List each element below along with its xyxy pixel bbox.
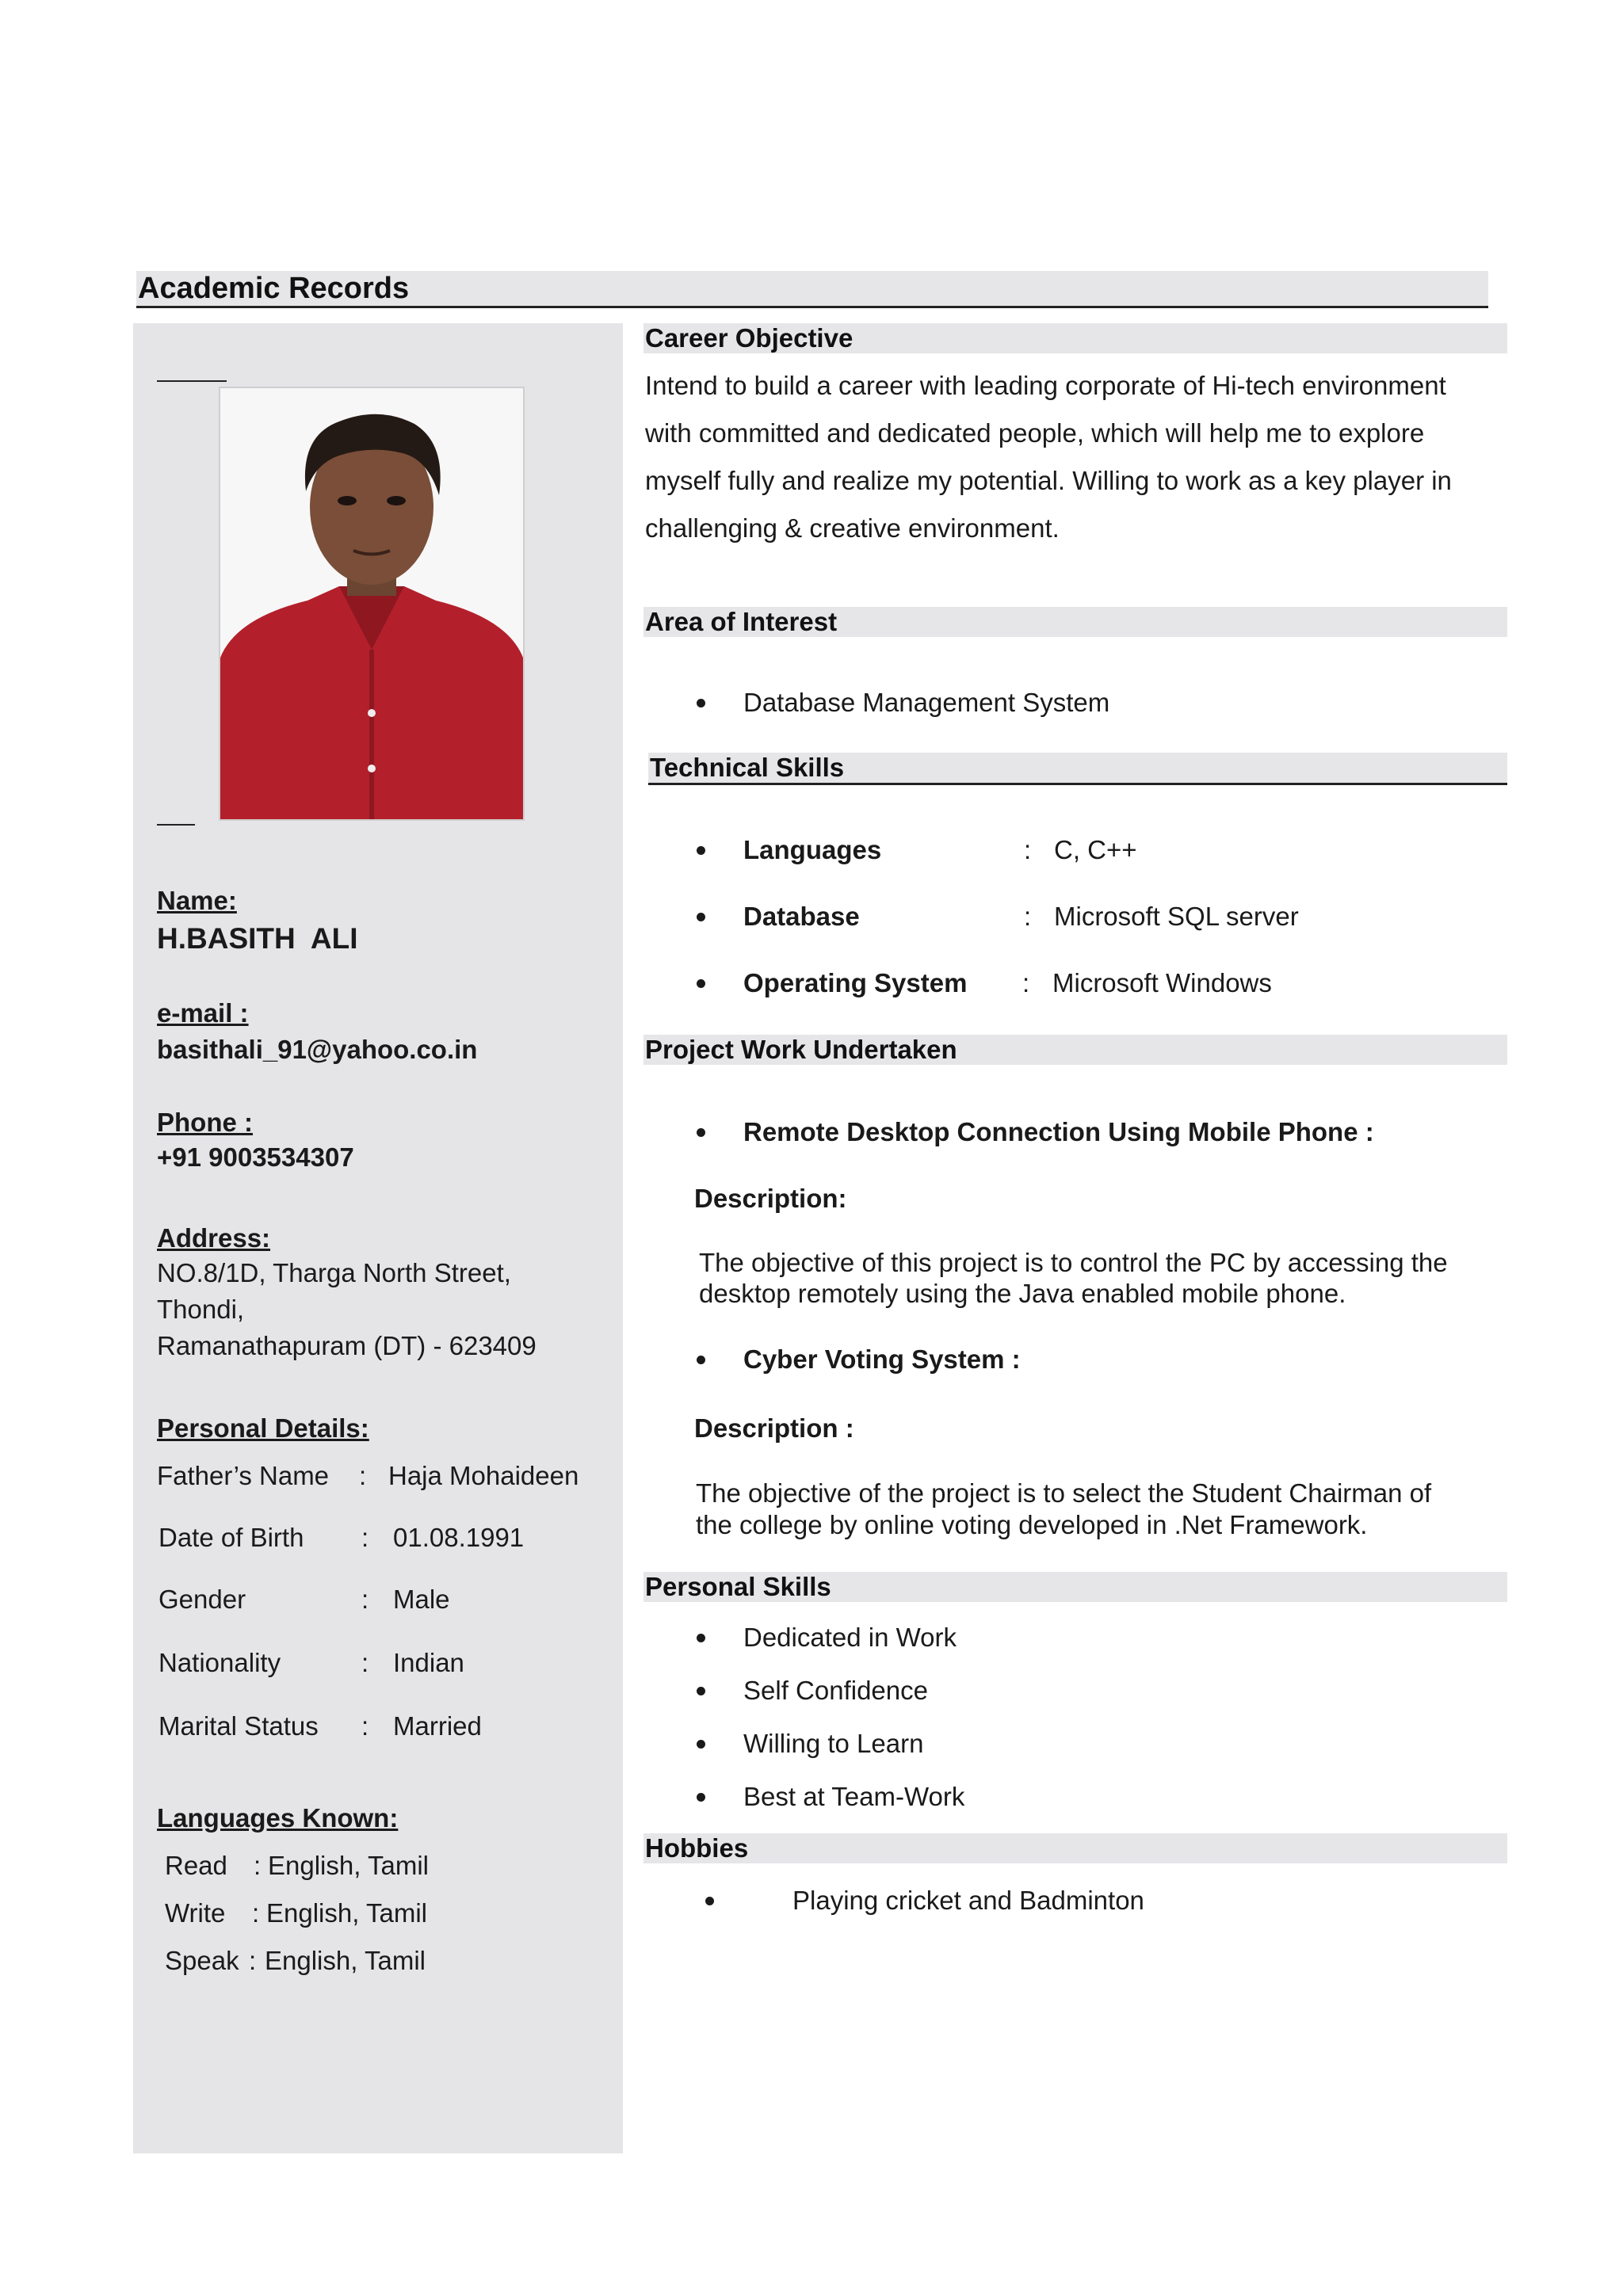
address-line: Thondi, xyxy=(157,1295,245,1324)
language-value: English, Tamil xyxy=(265,1946,426,1975)
personal-sep: : xyxy=(361,1585,369,1614)
project-description-line: the college by online voting developed in .Net Framework. xyxy=(696,1510,1368,1539)
career-line: challenging & creative environment. xyxy=(645,513,1060,543)
personal-skill-item: Self Confidence xyxy=(743,1676,928,1705)
skill-sep: : xyxy=(1024,835,1032,864)
hobby-item: Playing cricket and Badminton xyxy=(792,1886,1144,1915)
project-description-label: Description : xyxy=(694,1413,854,1443)
skill-key: Operating System xyxy=(743,968,968,997)
profile-photo-image xyxy=(220,388,523,819)
personal-row xyxy=(157,1711,601,1743)
project-description-line: The objective of the project is to select the Student Chairman of xyxy=(696,1478,1432,1508)
project-work-title: Project Work Undertaken xyxy=(645,1035,957,1064)
personal-skills-title: Personal Skills xyxy=(645,1572,831,1601)
personal-value: 01.08.1991 xyxy=(393,1523,525,1552)
career-line: with committed and dedicated people, which will help me to explore xyxy=(645,418,1425,448)
hobbies-heading xyxy=(643,1833,1507,1863)
career-objective-title: Career Objective xyxy=(645,323,854,353)
bullet-icon xyxy=(697,846,705,855)
bullet-icon xyxy=(697,1356,705,1364)
bullet-icon xyxy=(697,1128,705,1137)
language-key: Read xyxy=(165,1851,227,1880)
personal-row xyxy=(157,1585,601,1616)
personal-value: Indian xyxy=(393,1648,464,1677)
personal-sep: : xyxy=(361,1711,369,1741)
bullet-icon xyxy=(697,699,705,707)
career-line: Intend to build a career with leading corporate of Hi-tech environment xyxy=(645,371,1446,400)
technical-skills-title: Technical Skills xyxy=(650,753,845,782)
personal-details-label: Personal Details: xyxy=(157,1413,369,1443)
skill-sep: : xyxy=(1022,968,1030,997)
personal-value: Haja Mohaideen xyxy=(388,1461,579,1490)
project-description-line: The objective of this project is to control the PC by accessing the xyxy=(699,1248,1448,1277)
language-value: English, Tamil xyxy=(268,1851,429,1880)
skill-value: C, C++ xyxy=(1054,835,1137,864)
skill-key: Database xyxy=(743,902,860,931)
bullet-icon xyxy=(697,1740,705,1749)
bullet-icon xyxy=(697,1634,705,1642)
technical-skills-heading xyxy=(648,753,1507,785)
career-line: myself fully and realize my potential. Willing to work as a key player in xyxy=(645,466,1452,495)
personal-key: Date of Birth xyxy=(158,1523,304,1552)
area-of-interest-heading xyxy=(643,607,1507,637)
languages-known-label: Languages Known: xyxy=(157,1803,399,1833)
language-row xyxy=(165,1851,593,1882)
personal-skills-heading xyxy=(643,1572,1507,1602)
phone-label: Phone : xyxy=(157,1108,253,1137)
project-description-line: desktop remotely using the Java enabled mobile phone. xyxy=(699,1279,1346,1308)
bullet-icon xyxy=(697,1793,705,1802)
personal-key: Gender xyxy=(158,1585,246,1614)
address-line: Ramanathapuram (DT) - 623409 xyxy=(157,1331,537,1360)
personal-key: Marital Status xyxy=(158,1711,319,1741)
interest-item: Database Management System xyxy=(743,688,1110,717)
name-label: Name: xyxy=(157,886,237,915)
personal-sep: : xyxy=(361,1523,369,1552)
skill-key: Languages xyxy=(743,835,882,864)
photo-top-rule xyxy=(157,380,227,382)
academic-records-heading xyxy=(136,271,1488,308)
language-sep: : xyxy=(252,1898,260,1928)
personal-sep: : xyxy=(361,1648,369,1677)
personal-row xyxy=(157,1648,601,1680)
language-key: Speak xyxy=(165,1946,239,1975)
personal-key: Nationality xyxy=(158,1648,281,1677)
email-label: e-mail : xyxy=(157,998,249,1028)
personal-row xyxy=(157,1523,601,1554)
bullet-icon xyxy=(705,1897,714,1905)
career-objective-heading xyxy=(643,323,1507,353)
language-row xyxy=(165,1898,593,1930)
project-name: Remote Desktop Connection Using Mobile Phone : xyxy=(743,1117,1374,1146)
skill-value: Microsoft Windows xyxy=(1052,968,1272,997)
phone-value: +91 9003534307 xyxy=(157,1142,354,1172)
personal-skill-item: Dedicated in Work xyxy=(743,1623,957,1652)
address-label: Address: xyxy=(157,1223,271,1253)
personal-skill-item: Willing to Learn xyxy=(743,1729,924,1758)
address-line: NO.8/1D, Tharga North Street, xyxy=(157,1258,511,1287)
personal-value: Male xyxy=(393,1585,450,1614)
hobbies-title: Hobbies xyxy=(645,1833,749,1863)
personal-skill-item: Best at Team-Work xyxy=(743,1782,965,1811)
project-description-label: Description: xyxy=(694,1184,847,1213)
bullet-icon xyxy=(697,979,705,988)
language-sep: : xyxy=(249,1946,257,1975)
email-value: basithali_91@yahoo.co.in xyxy=(157,1035,478,1064)
area-of-interest-title: Area of Interest xyxy=(645,607,838,636)
personal-key: Father’s Name xyxy=(157,1461,330,1490)
bullet-icon xyxy=(697,913,705,921)
academic-records-title: Academic Records xyxy=(138,272,410,305)
personal-sep: : xyxy=(359,1461,367,1490)
personal-row xyxy=(157,1461,601,1493)
skill-sep: : xyxy=(1024,902,1032,931)
personal-value: Married xyxy=(393,1711,482,1741)
language-row xyxy=(165,1946,593,1978)
bullet-icon xyxy=(697,1687,705,1695)
project-work-heading xyxy=(643,1035,1507,1065)
language-sep: : xyxy=(254,1851,262,1880)
language-key: Write xyxy=(165,1898,226,1928)
skill-value: Microsoft SQL server xyxy=(1054,902,1299,931)
profile-photo xyxy=(219,387,525,821)
language-value: English, Tamil xyxy=(266,1898,427,1928)
candidate-name: H.BASITH ALI xyxy=(157,922,358,955)
project-name: Cyber Voting System : xyxy=(743,1344,1021,1374)
photo-bottom-rule xyxy=(157,824,195,826)
